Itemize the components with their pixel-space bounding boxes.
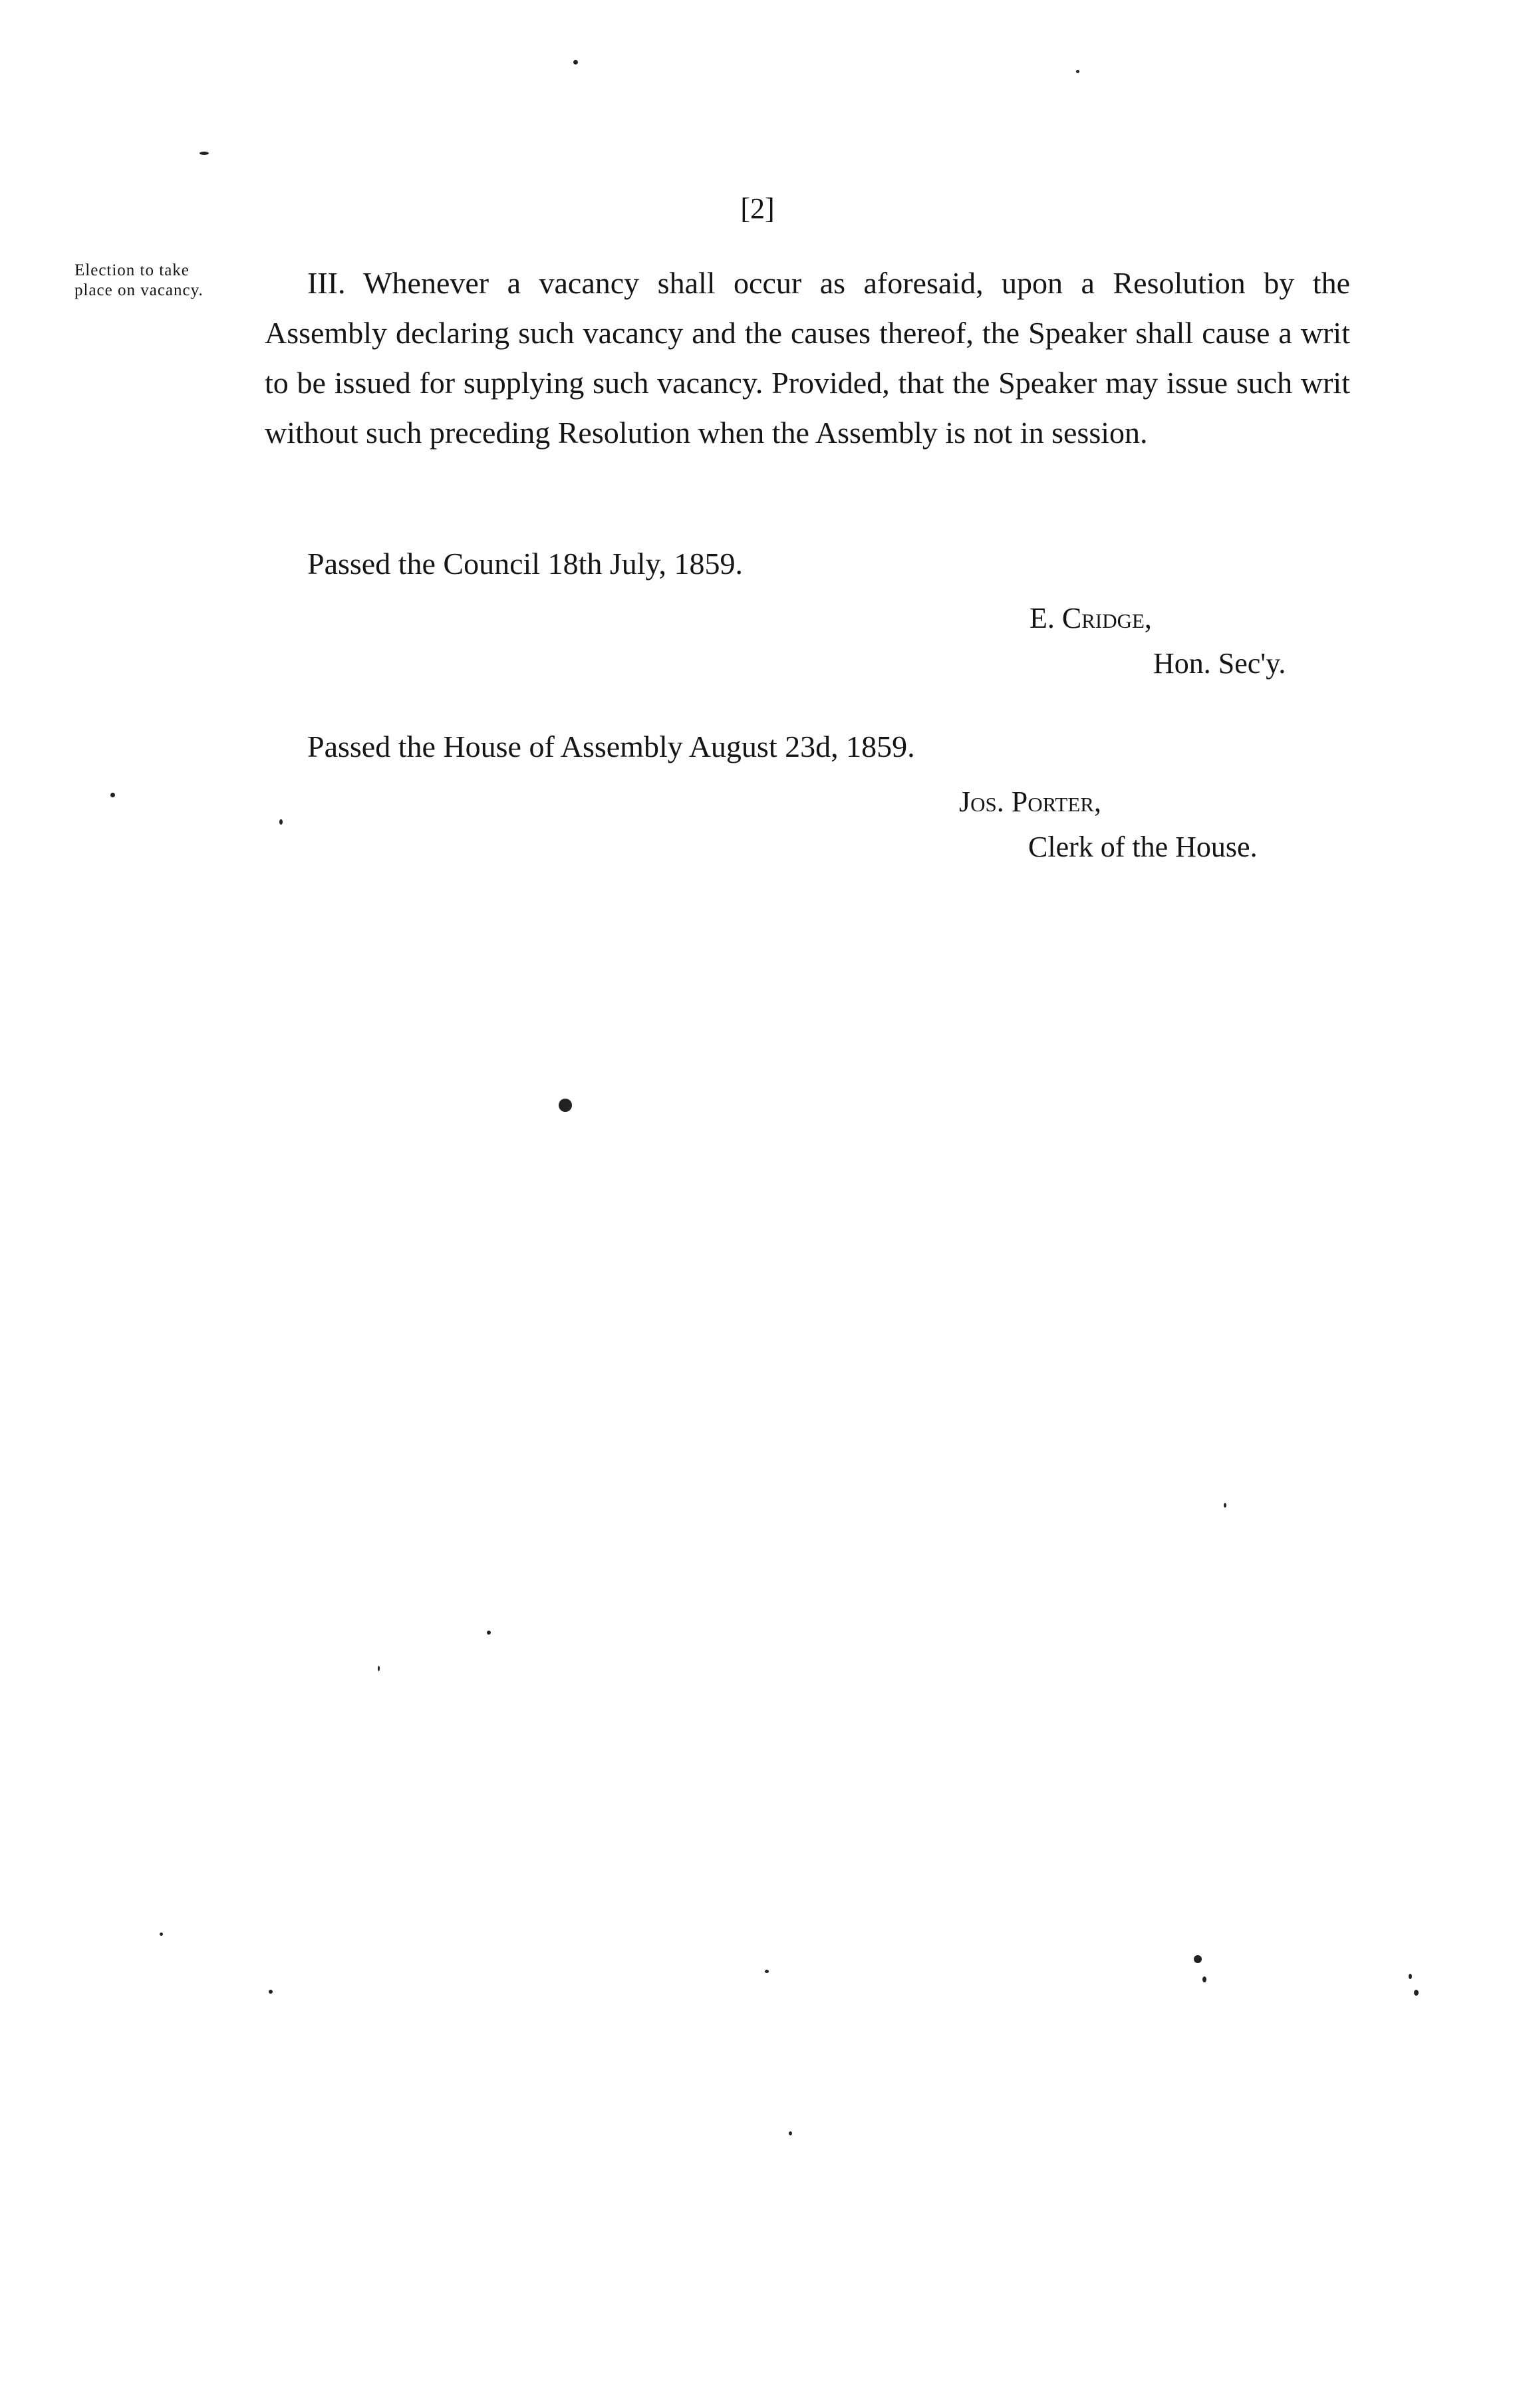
marginal-note-line-1: Election to take bbox=[74, 261, 190, 279]
scan-speck bbox=[110, 793, 115, 797]
scan-speck bbox=[789, 2131, 792, 2135]
scan-speck bbox=[1414, 1990, 1419, 1996]
assembly-signatory-title: Clerk of the House. bbox=[1028, 831, 1258, 863]
scan-speck bbox=[1194, 1955, 1202, 1963]
scan-speck bbox=[269, 1990, 273, 1994]
scan-speck bbox=[1224, 1503, 1226, 1508]
section-iii-text: III. Whenever a vacancy shall occur as aforesaid, upon a Resolution by the Assembly declaring such vacancy and the causes thereof, the Speaker shall cause a writ to be issued for supplying such vacancy. Provided, that the Speaker may issue such writ without such preceding Resolution when the Assembly is not in session. bbox=[265, 266, 1350, 450]
scan-speck bbox=[487, 1631, 491, 1635]
council-signatory-title: Hon. Sec'y. bbox=[1153, 647, 1286, 680]
scan-speck bbox=[1076, 70, 1079, 73]
scan-speck bbox=[765, 1970, 769, 1973]
scan-speck bbox=[200, 152, 209, 155]
council-passed-statement: Passed the Council 18th July, 1859. bbox=[307, 547, 744, 581]
scan-speck bbox=[378, 1666, 380, 1671]
scan-speck bbox=[160, 1933, 163, 1936]
assembly-signatory-name: Jos. Porter, bbox=[959, 785, 1101, 818]
scan-speck bbox=[573, 60, 578, 65]
scan-speck bbox=[559, 1099, 572, 1112]
scan-speck bbox=[1202, 1976, 1206, 1982]
council-signatory-name: E. Cridge, bbox=[1030, 602, 1152, 634]
scan-speck bbox=[1409, 1974, 1412, 1979]
assembly-passed-statement: Passed the House of Assembly August 23d, 1859. bbox=[307, 730, 915, 763]
page-number: [2] bbox=[740, 192, 775, 225]
marginal-note-line-2: place on vacancy. bbox=[74, 281, 204, 299]
scan-speck bbox=[279, 819, 283, 825]
marginal-note bbox=[74, 261, 274, 301]
